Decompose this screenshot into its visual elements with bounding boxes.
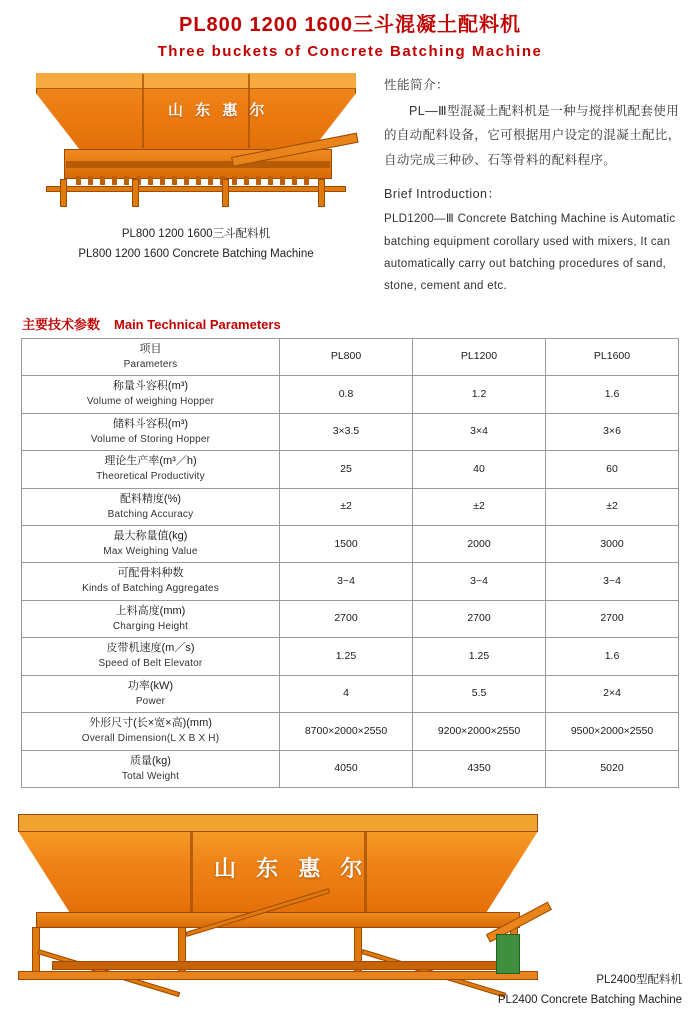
- image-caption-cn-bottom: PL2400型配料机: [596, 973, 682, 986]
- row-value: 4: [280, 675, 413, 712]
- row-label-cn: 储料斗容积(m³): [112, 417, 189, 430]
- leg-icon: [222, 179, 229, 207]
- row-value: 1.6: [546, 638, 679, 675]
- row-label: [22, 675, 280, 712]
- row-value: 0.8: [280, 376, 413, 413]
- introduction-block: [372, 73, 682, 298]
- table-row: [22, 488, 679, 525]
- hopper-divider-icon: [190, 831, 193, 913]
- row-label: [22, 376, 280, 413]
- row-label: [22, 600, 280, 637]
- row-value: 40: [413, 451, 546, 488]
- table-body: [22, 338, 679, 787]
- row-value: 2700: [413, 600, 546, 637]
- hopper-divider-icon: [142, 74, 144, 148]
- row-value: 9500×2000×2550: [546, 713, 679, 750]
- row-value: 1.25: [280, 638, 413, 675]
- row-label-en: Charging Height: [112, 620, 189, 632]
- row-label-cn: 皮带机速度(m／s): [106, 642, 195, 655]
- row-value: 2700: [280, 600, 413, 637]
- intro-paragraph-cn: PL—Ⅲ型混凝土配料机是一种与搅拌机配套使用的自动配料设备，它可根据用户设定的混凝土配比，自动完成三种砂、石等骨料的配料程序。: [384, 104, 681, 167]
- row-label: [22, 526, 280, 563]
- table-row: [22, 413, 679, 450]
- intro-paragraph-en: PLD1200—Ⅲ Concrete Batching Machine is Automatic batching equipment corollary used with mixers, It can automatically carry out batching procedures of sand, stone, cement and etc.: [384, 213, 676, 293]
- params-heading-en: Main Technical Parameters: [114, 316, 281, 332]
- table-row: [22, 750, 679, 787]
- table-header-param-cn: 项目: [139, 342, 162, 355]
- machine-frame-icon: [36, 912, 520, 928]
- hopper-rim-icon: [36, 73, 356, 89]
- intro-heading-en: Brief Introduction：: [384, 187, 501, 202]
- image-caption-cn-top: PL800 1200 1600三斗配料机: [121, 228, 271, 240]
- page-title-cn: PL800 1200 1600三斗混凝土配料机: [178, 14, 522, 36]
- row-label: [22, 451, 280, 488]
- intro-spacer: [384, 174, 682, 184]
- specifications-table: [21, 338, 679, 788]
- row-value: 3~4: [546, 563, 679, 600]
- params-heading-cn: 主要技术参数: [22, 316, 101, 332]
- row-label: [22, 413, 280, 450]
- row-label-cn: 质量(kg): [130, 754, 171, 767]
- table-row: [22, 600, 679, 637]
- row-value: 3×6: [546, 413, 679, 450]
- row-label: [22, 713, 280, 750]
- row-label: [22, 488, 280, 525]
- brand-logo-text-top: 山 东 惠 尔: [168, 102, 269, 119]
- row-label-en: Volume of Storing Hopper: [90, 433, 211, 445]
- table-row: [22, 376, 679, 413]
- product-image-block-bottom: [0, 814, 700, 1014]
- belt-icon: [52, 961, 504, 970]
- image-caption-en-top: PL800 1200 1600 Concrete Batching Machine: [78, 247, 314, 260]
- table-header-param-en: Parameters: [123, 358, 178, 370]
- row-value: 3×4: [413, 413, 546, 450]
- table-header-param: [22, 338, 280, 375]
- table-header-row: [22, 338, 679, 375]
- row-value: 4350: [413, 750, 546, 787]
- row-value: 4050: [280, 750, 413, 787]
- row-value: 1.25: [413, 638, 546, 675]
- image-caption-en-bottom: PL2400 Concrete Batching Machine: [497, 993, 682, 1006]
- row-label-en: Power: [135, 695, 166, 707]
- base-rail-icon: [18, 971, 538, 980]
- row-label-en: Volume of weighing Hopper: [86, 396, 215, 408]
- row-value: 1.2: [413, 376, 546, 413]
- table-row: [22, 563, 679, 600]
- leg-icon: [318, 179, 325, 207]
- row-value: ±2: [280, 488, 413, 525]
- table-header-model-2: PL1200: [413, 338, 546, 375]
- control-cabinet-icon: [496, 934, 520, 974]
- row-label-cn: 功率(kW): [127, 679, 174, 692]
- row-label-en: Theoretical Productivity: [96, 471, 205, 483]
- row-label-en: Max Weighing Value: [103, 545, 198, 557]
- row-label: [22, 563, 280, 600]
- brand-logo-text-bottom: 山 东 惠 尔: [214, 856, 370, 882]
- row-value: 3~4: [280, 563, 413, 600]
- row-value: 8700×2000×2550: [280, 713, 413, 750]
- row-label-cn: 上料高度(mm): [115, 604, 186, 617]
- row-value: 25: [280, 451, 413, 488]
- base-rail-icon: [46, 186, 346, 192]
- row-value: 5.5: [413, 675, 546, 712]
- row-label-cn: 可配骨料种数: [117, 567, 184, 580]
- batching-machine-illustration-top: [36, 73, 356, 213]
- row-value: 1500: [280, 526, 413, 563]
- row-label-en: Total Weight: [121, 770, 180, 782]
- row-value: 2×4: [546, 675, 679, 712]
- row-value: 60: [546, 451, 679, 488]
- row-label-en: Overall Dimension(L X B X H): [81, 733, 220, 745]
- top-section: [0, 73, 700, 298]
- row-label-en: Speed of Belt Elevator: [98, 658, 203, 670]
- row-value: 3×3.5: [280, 413, 413, 450]
- row-label: [22, 750, 280, 787]
- table-row: [22, 713, 679, 750]
- row-value: 2700: [546, 600, 679, 637]
- row-value: ±2: [413, 488, 546, 525]
- row-value: ±2: [546, 488, 679, 525]
- product-image-block-top: [20, 73, 372, 298]
- row-value: 1.6: [546, 376, 679, 413]
- row-label-cn: 称量斗容积(m³): [112, 380, 189, 393]
- leg-icon: [60, 179, 67, 207]
- table-row: [22, 675, 679, 712]
- hopper-rim-icon: [18, 814, 538, 832]
- row-label-cn: 外形尺寸(长×宽×高)(mm): [89, 717, 212, 730]
- table-header-model-3: PL1600: [546, 338, 679, 375]
- row-value: 3~4: [413, 563, 546, 600]
- belt-icon: [66, 161, 330, 168]
- row-label-cn: 理论生产率(m³／h): [104, 455, 197, 468]
- support-teeth-icon: [76, 176, 316, 185]
- table-row: [22, 451, 679, 488]
- row-label-cn: 最大称量值(kg): [113, 530, 188, 542]
- product-datasheet-page: [0, 13, 700, 1006]
- row-label-en: Batching Accuracy: [107, 508, 194, 520]
- row-label-en: Kinds of Batching Aggregates: [82, 583, 219, 595]
- batching-machine-illustration-bottom: [18, 814, 538, 989]
- row-value: 9200×2000×2550: [413, 713, 546, 750]
- intro-heading-cn: 性能简介：: [384, 78, 450, 92]
- row-label-cn: 配料精度(%): [119, 492, 182, 505]
- table-row: [22, 526, 679, 563]
- row-value: 5020: [546, 750, 679, 787]
- row-value: 3000: [546, 526, 679, 563]
- page-title-en: Three buckets of Concrete Batching Machine: [157, 43, 543, 60]
- image-caption-bottom: [498, 971, 682, 1010]
- leg-icon: [132, 179, 139, 207]
- params-heading: [22, 314, 700, 333]
- table-row: [22, 638, 679, 675]
- row-value: 2000: [413, 526, 546, 563]
- table-header-model-1: PL800: [280, 338, 413, 375]
- row-label: [22, 638, 280, 675]
